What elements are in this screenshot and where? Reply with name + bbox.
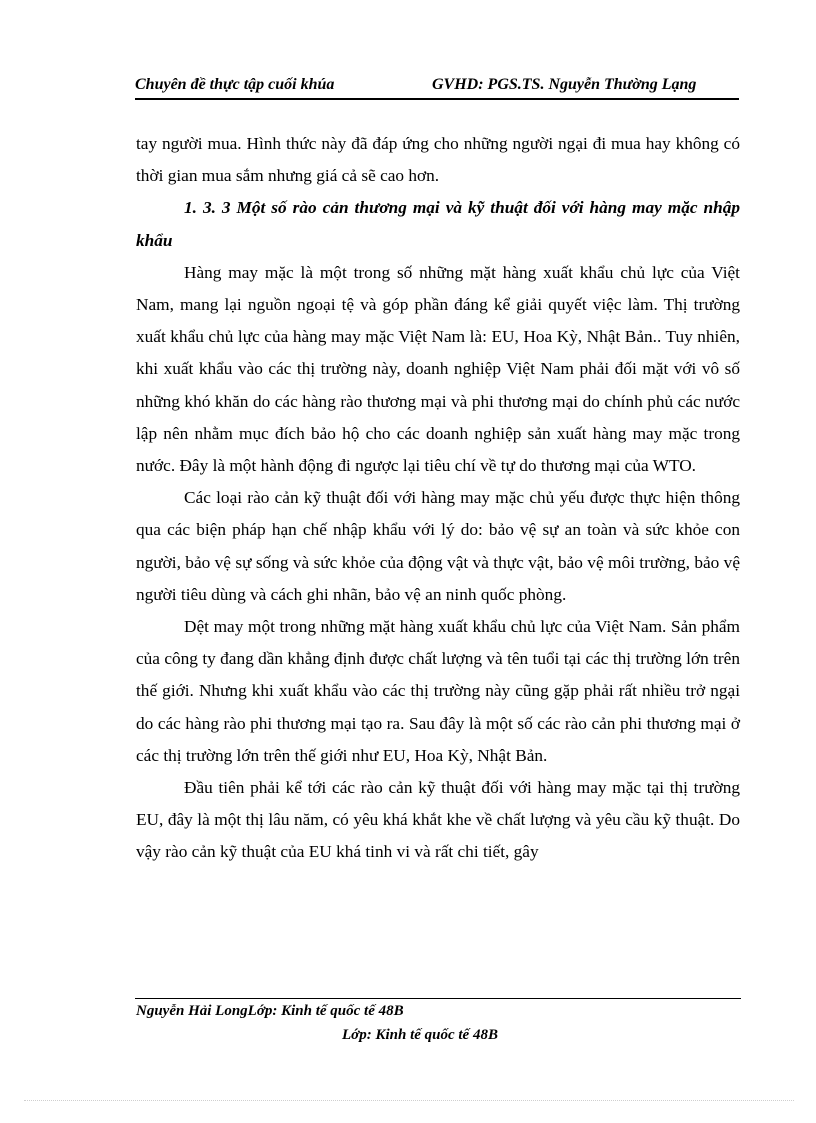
paragraph-textile-exports: Dệt may một trong những mặt hàng xuất khẩu chủ lực của Việt Nam. Sản phẩm của công ty đang dần khẳng định được chất lượng và tên tuổi tại các thị trường lớn trên thế giới. Nhưng khi xuất khẩu vào các thị trường này cũng gặp phải rất nhiều trở ngại do các hàng rào phi thương mại tạo ra. Sau đây là một số các rào cản phi thương mại ở các thị trường lớn trên thế giới như EU, Hoa Kỳ, Nhật Bản. <box>136 617 740 765</box>
section-heading: 1. 3. 3 Một số rào cản thương mại và kỹ thuật đối với hàng may mặc nhập khẩu <box>136 198 740 250</box>
document-body <box>136 128 740 869</box>
header-supervisor: GVHD: PGS.TS. Nguyễn Thường Lạng <box>432 76 697 93</box>
page-bottom-edge <box>24 1100 794 1101</box>
footer-author: Nguyễn Hải LongLớp: Kinh tế quốc tế 48B <box>136 1003 404 1019</box>
page-header <box>135 74 739 100</box>
paragraph-eu-barriers: Đầu tiên phải kể tới các rào cản kỹ thuật đối với hàng may mặc tại thị trường EU, đây là một thị lâu năm, có yêu khá khắt khe về chất lượng và yêu cầu kỹ thuật. Do vậy rào cản kỹ thuật của EU khá tinh vi và rất chi tiết, gây <box>136 778 740 862</box>
paragraph-continuation: tay người mua. Hình thức này đã đáp ứng cho những người ngại đi mua hay không có thời gian mua sắm nhưng giá cả sẽ cao hơn. <box>136 134 740 186</box>
footer-class: Lớp: Kinh tế quốc tế 48B <box>342 1027 498 1043</box>
paragraph-main-markets: Hàng may mặc là một trong số những mặt hàng xuất khẩu chủ lực của Việt Nam, mang lại nguồn ngoại tệ và góp phần đáng kể giải quyết việc làm. Thị trường xuất khẩu chủ lực của hàng may mặc Việt Nam là: EU, Hoa Kỳ, Nhật Bản.. Tuy nhiên, khi xuất khẩu vào các thị trường này, doanh nghiệp Việt Nam phải đối mặt với vô số những khó khăn do các hàng rào thương mại và phi thương mại do chính phủ các nước lập nên nhằm mục đích bảo hộ cho các doanh nghiệp sản xuất hàng may mặc trong nước. Đây là một hành động đi ngược lại tiêu chí về tự do thương mại của WTO. <box>136 262 740 476</box>
header-title: Chuyên đề thực tập cuối khúa <box>135 76 335 93</box>
footer-divider <box>135 998 741 999</box>
paragraph-technical-barriers: Các loại rào cản kỹ thuật đối với hàng may mặc chủ yếu được thực hiện thông qua các biện pháp hạn chế nhập khẩu với lý do: bảo vệ sự an toàn và sức khỏe con người, bảo vệ sự sống và sức khỏe của động vật và thực vật, bảo vệ môi trường, bảo vệ người tiêu dùng và cách ghi nhãn, bảo vệ an ninh quốc phòng. <box>136 488 740 604</box>
